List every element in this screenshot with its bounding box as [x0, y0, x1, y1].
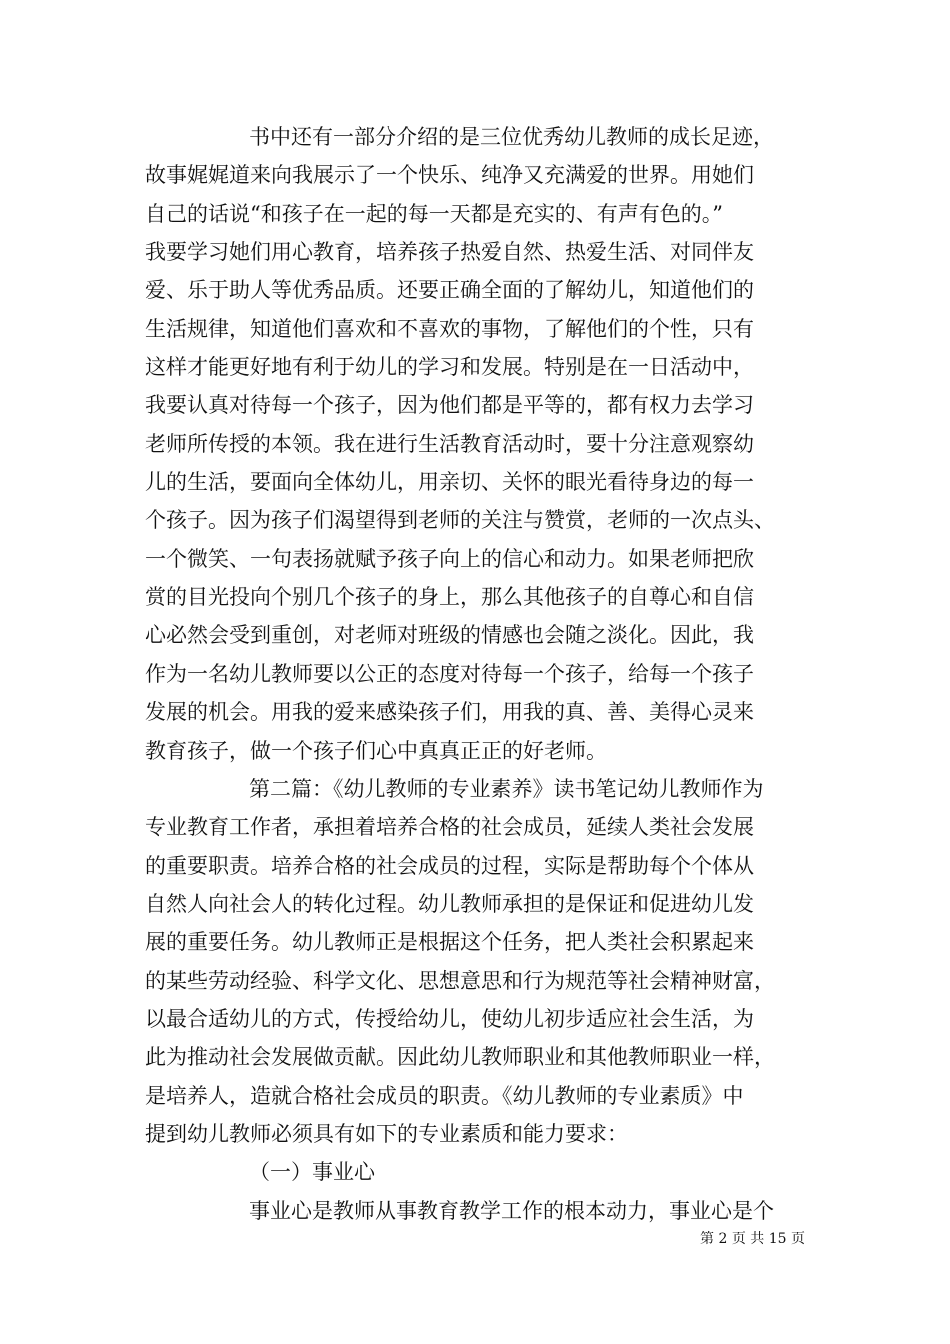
- text-line: 是培养人，造就合格社会成员的职责。《幼儿教师的专业素质》中: [145, 1083, 744, 1108]
- text-line: 生活规律，知道他们喜欢和不喜欢的事物，了解他们的个性，只有: [145, 316, 754, 341]
- text-line: 自己的话说“和孩子在一起的每一天都是充实的、有声有色的。”: [145, 201, 723, 226]
- text-line: 发展的机会。用我的爱来感染孩子们，用我的真、善、美得心灵来: [145, 700, 754, 725]
- subsection-heading-line: （一）事业心: [249, 1160, 375, 1185]
- text-line: 赏的目光投向个别几个孩子的身上，那么其他孩子的自尊心和自信: [145, 585, 754, 610]
- text-line: 作为一名幼儿教师要以公正的态度对待每一个孩子，给每一个孩子: [145, 661, 754, 686]
- text-line: 提到幼儿教师必须具有如下的专业素质和能力要求：: [145, 1121, 628, 1146]
- text-line: 事业心是教师从事教育教学工作的根本动力，事业心是个: [249, 1198, 774, 1223]
- body-text: [145, 118, 815, 1230]
- text-line: 此为推动社会发展做贡献。因此幼儿教师职业和其他教师职业一样，: [145, 1045, 775, 1070]
- text-line: 个孩子。因为孩子们渴望得到老师的关注与赞赏，老师的一次点头、: [145, 508, 775, 533]
- text-line: 一个微笑、一句表扬就赋予孩子向上的信心和动力。如果老师把欣: [145, 546, 754, 571]
- text-line: 故事娓娓道来向我展示了一个快乐、纯净又充满爱的世界。用她们: [145, 163, 754, 188]
- text-line: 爱、乐于助人等优秀品质。还要正确全面的了解幼儿，知道他们的: [145, 278, 754, 303]
- text-line: 这样才能更好地有利于幼儿的学习和发展。特别是在一日活动中，: [145, 355, 754, 380]
- text-line: 书中还有一部分介绍的是三位优秀幼儿教师的成长足迹，: [249, 125, 774, 149]
- text-line: 老师所传授的本领。我在进行生活教育活动时，要十分注意观察幼: [145, 431, 754, 456]
- text-line: 以最合适幼儿的方式，传授给幼儿，使幼儿初步适应社会生活，为: [145, 1006, 754, 1031]
- text-line: 展的重要任务。幼儿教师正是根据这个任务，把人类社会积累起来: [145, 930, 754, 955]
- text-line: 自然人向社会人的转化过程。幼儿教师承担的是保证和促进幼儿发: [145, 891, 754, 916]
- text-line: 心必然会受到重创，对老师对班级的情感也会随之淡化。因此，我: [145, 623, 754, 648]
- text-line: 我要认真对待每一个孩子，因为他们都是平等的，都有权力去学习: [145, 393, 754, 418]
- text-line: 我要学习她们用心教育，培养孩子热爱自然、热爱生活、对同伴友: [145, 240, 754, 265]
- section-heading-line: 第二篇：《幼儿教师的专业素养》读书笔记幼儿教师作为: [249, 776, 764, 801]
- text-line: 儿的生活，要面向全体幼儿，用亲切、关怀的眼光看待身边的每一: [145, 470, 754, 495]
- text-line: 的某些劳动经验、科学文化、思想意思和行为规范等社会精神财富，: [145, 968, 775, 993]
- text-line: 教育孩子，做一个孩子们心中真真正正的好老师。: [145, 738, 607, 763]
- page-number-footer: 第 2 页 共 15 页: [700, 1231, 805, 1247]
- text-line: 专业教育工作者，承担着培养合格的社会成员，延续人类社会发展: [145, 815, 754, 840]
- text-line: 的重要职责。培养合格的社会成员的过程，实际是帮助每个个体从: [145, 853, 754, 878]
